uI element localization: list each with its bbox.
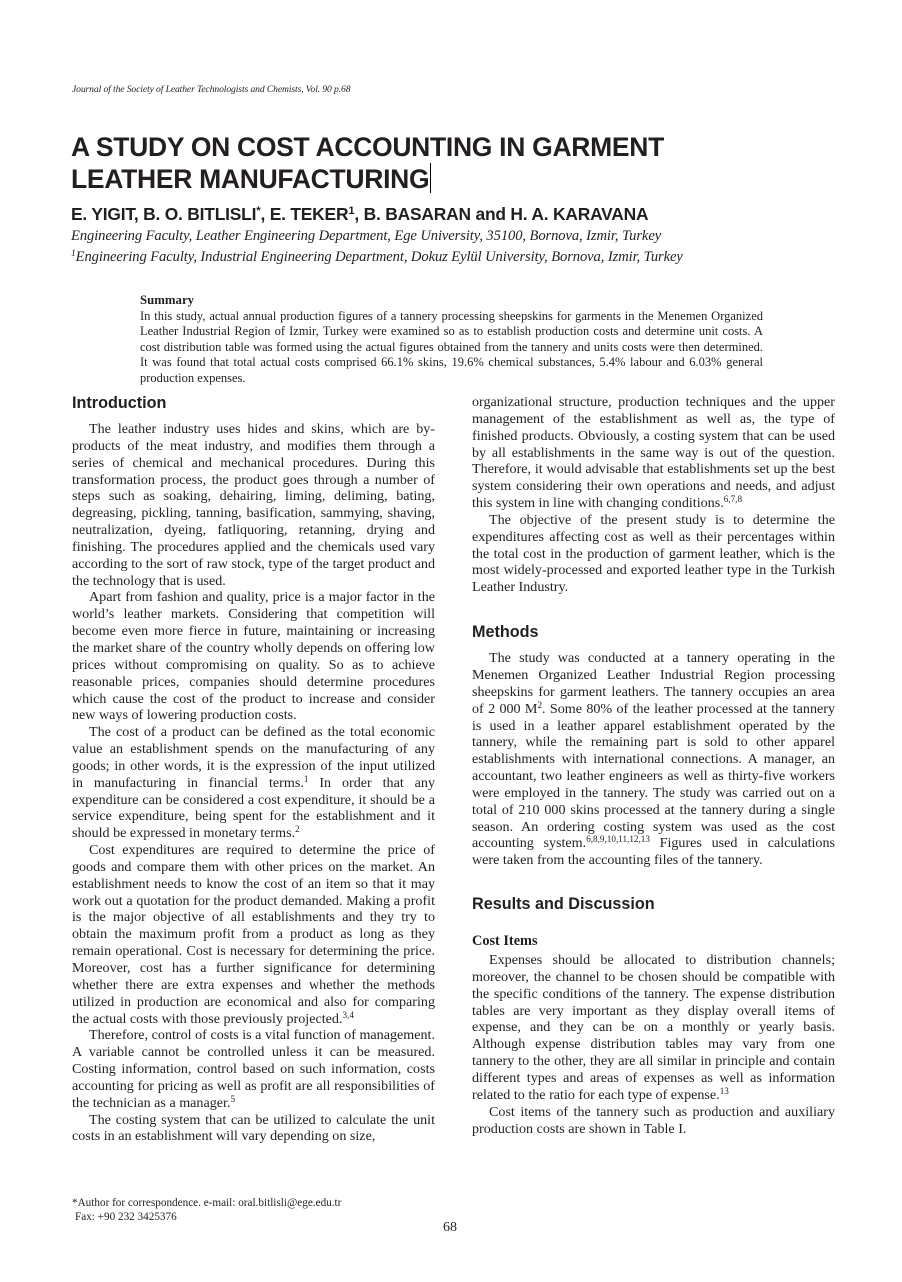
intro-paragraph-3-part-2: In order that any expenditure can be considered a cost expenditure, it should be a service expenditure, being spent for the establishment and it should be expressed in monetary terms. — [72, 774, 435, 842]
correspondence-footnote — [72, 1196, 341, 1224]
intro-paragraph-3-part-1: The cost of a product can be defined as the total economic value an establishment spends on the manufacturing of any goods; in other words, it is the expression of the input utilized in manufacturing in financial terms. — [72, 724, 435, 791]
intro-paragraph-2: Apart from fashion and quality, price is a major factor in the world’s leather markets. Considering that competition will become even more fierce in future, maintaining or increasing the market share of the country wholly depends on offering low prices without compromising on quality. So as to achieve reasonable prices, companies should determine procedures which cause the cost of the product to increase and consider new ways of lowering production costs. — [72, 589, 435, 724]
intro-paragraph-5 — [72, 1027, 435, 1111]
methods-text-part-3: Figures used in calculations were taken from the accounting files of the tannery. — [472, 835, 836, 869]
page-number: 68 — [443, 1220, 457, 1235]
affiliation-2-mark: 1 — [71, 248, 76, 259]
title-line-2 — [71, 163, 791, 195]
affiliation-mark: 1 — [348, 204, 355, 217]
title-line-1: A STUDY ON COST ACCOUNTING IN GARMENT — [71, 132, 665, 162]
footnote-email: *Author for correspondence. e-mail: oral.bitlisli@ege.edu.tr — [72, 1197, 342, 1209]
article-title — [71, 131, 791, 195]
journal-header: Journal of the Society of Leather Technologists and Chemists, Vol. 90 p.68 — [72, 84, 351, 95]
intro-paragraph-6-cont-text: organizational structure, production techniques and the upper management of the establishment as well as, the type of finished products. Obviously, a costing system that can be used by all establishments in the same way is out of the question. Therefore, it would advisable that establishments set up the best system considering their own operations and needs, and adjust this system in line with changing conditions. — [472, 394, 835, 512]
intro-paragraph-1: The leather industry uses hides and skins, which are by-products of the meat industry, and modifies them through a series of chemical and mechanical procedures. During this transformation process, the product goes through a number of steps such as soaking, dehairing, liming, deliming, bating, degreasing, pickling, tanning, basification, sammying, shaving, neutralization, dyeing, fatliquoring, retanning, drying and finishing. The procedures applied and the chemicals used vary according to the sort of raw stock, type of the target product and the technology that is used. — [72, 421, 435, 589]
footnote-fax: Fax: +90 232 3425376 — [75, 1211, 177, 1223]
intro-paragraph-4 — [72, 842, 435, 1027]
left-column — [72, 393, 435, 1145]
intro-paragraph-4-text: Cost expenditures are required to determine the price of goods and compare them with other prices on the market. An establishment needs to know the cost of an item so that it may work out a quotation for the product demanded. Making a profit is the major objective of all establishments and they try to obtain the maximum profit from a product as long as they remain operational. Cost is necessary for determining the price. Moreover, cost has a further significance for determining whether there are extra expenses and whether the methods utilized in production are economical and also for comparing the actual costs with those previously projected. — [72, 842, 435, 1027]
results-paragraph-1-text: Expenses should be allocated to distribution channels; moreover, the channel to be chosen should be compatible with the specific conditions of the tannery. The expense distribution tables are very important as they display overall items of expense, and they can be on a monthly or yearly basis. Although expense distribution tables may vary from one tannery to the other, they are all similar in principle and contain different types and areas of expenses as well as information related to the ratio for each type of expense. — [472, 952, 835, 1103]
results-paragraph-2: Cost items of the tannery such as production and auxiliary production costs are shown in Table I. — [472, 1103, 835, 1137]
citation-ref: 5 — [230, 1093, 236, 1104]
cost-items-subheading: Cost Items — [472, 933, 538, 950]
citation-ref: 6,7,8 — [723, 494, 743, 505]
intro-paragraph-6-continued — [472, 394, 835, 512]
methods-text-part-1: The study was conducted at a tannery operating in the Menemen Organized Leather Industrial Region processing sheepskins for garment leathers. The tannery occupies an area of 2 000 M — [472, 650, 835, 717]
citation-ref: 13 — [719, 1085, 729, 1096]
methods-heading: Methods — [472, 623, 539, 642]
intro-paragraph-5-text: Therefore, control of costs is a vital function of management. A variable cannot be controlled unless it can be measured. Costing information, control based on such information, costs accounting for pricing as well as profit are all responsibilities of the technician as a manager. — [72, 1027, 435, 1111]
methods-paragraph-1 — [472, 650, 835, 869]
results-heading: Results and Discussion — [472, 895, 655, 914]
summary-block — [140, 293, 763, 386]
intro-paragraph-7: The objective of the present study is to determine the expenditures affecting cost as well as their percentages within the total cost in the production of garment leather, which is the most widely-processed and exported leather type in the Turkish Leather Industry. — [472, 511, 835, 596]
affiliation-2 — [71, 249, 683, 266]
text-cursor — [430, 163, 431, 193]
citation-ref: 3,4 — [342, 1009, 354, 1020]
intro-paragraph-3 — [72, 724, 435, 842]
citation-ref: 6,8,9,10,11,12,13 — [586, 834, 650, 845]
summary-heading: Summary — [140, 293, 195, 307]
corresponding-author-mark: * — [256, 204, 261, 217]
intro-paragraph-6: The costing system that can be utilized to calculate the unit costs in an establishment will vary depending on size, — [72, 1111, 435, 1145]
affiliation-1-text: Engineering Faculty, Leather Engineering Department, Ege University, 35100, Bornova, Izmir, Turkey — [71, 228, 662, 244]
affiliation-2-text: Engineering Faculty, Industrial Engineering Department, Dokuz Eylül University, Bornova, Izmir, Turkey — [75, 249, 683, 265]
citation-ref: 1 — [303, 773, 309, 784]
affiliation-1 — [71, 228, 661, 245]
author-group-3: , B. BASARAN and H. A. KARAVANA — [354, 204, 649, 224]
author-group-1: E. YIGIT, B. O. BITLISLI — [71, 204, 257, 224]
right-column — [472, 394, 835, 1137]
author-group-2: , E. TEKER — [260, 204, 349, 224]
methods-text-part-2: . Some 80% of the leather processed at the tannery is used in a leather apparel establishment operated by the tannery, while the remaining part is sold to other apparel establishments with international connections. A manager, an accountant, two leather engineers as well as thirty-five workers were employed in the tannery. The study was carried out on a total of 210 000 skins processed at the tannery during a single season. An ordering costing system was used as the cost accounting system. — [472, 700, 836, 852]
results-paragraph-1 — [472, 952, 835, 1104]
citation-ref: 2 — [295, 824, 300, 835]
title-line-2-text: LEATHER MANUFACTURING — [71, 164, 430, 194]
superscript-2: 2 — [537, 699, 543, 710]
summary-text: In this study, actual annual production figures of a tannery processing sheepskins for garments in the Menemen Organized Leather Industrial Region of Izmir, Turkey were examined so as to establish production costs and determine unit costs. A cost distribution table was formed using the actual figures obtained from the tannery and units costs were then determined. It was found that total actual costs comprised 66.1% skins, 19.6% chemical substances, 5.4% labour and 6.03% general production expenses. — [140, 308, 763, 385]
introduction-heading: Introduction — [72, 394, 167, 412]
author-list — [71, 204, 648, 225]
